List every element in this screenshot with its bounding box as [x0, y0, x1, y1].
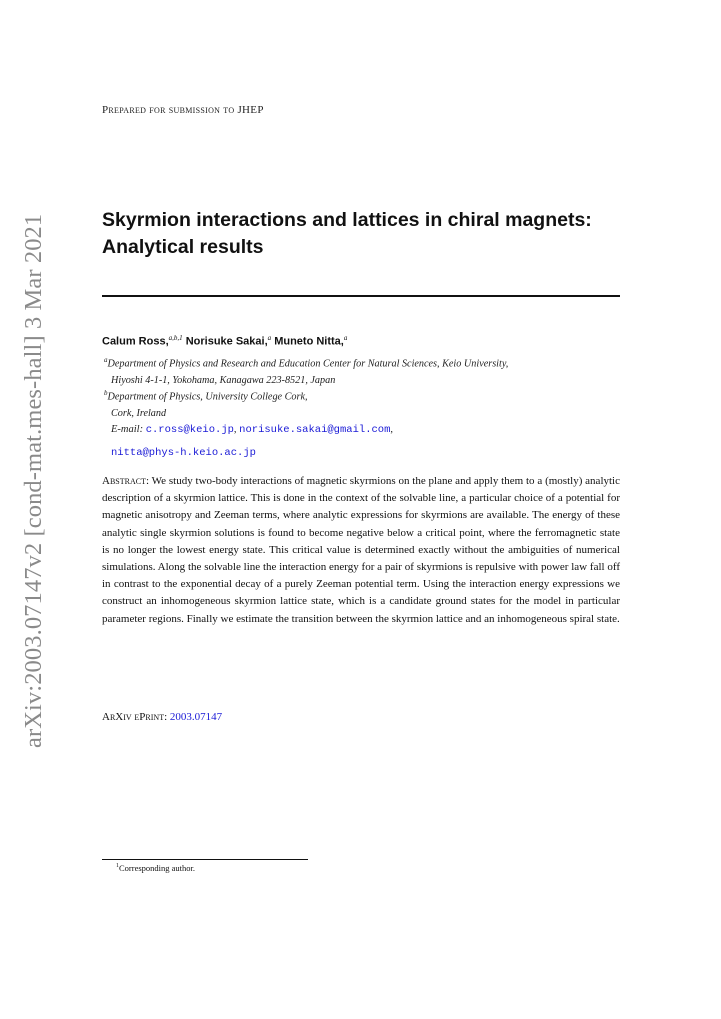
affiliation-a	[104, 352, 634, 389]
abstract-text: We study two-body interactions of magnetic skyrmions on the plane and apply them to a (mostly) analytic description of a skyrmion lattice. This is done in the context of the solvable line, a particular choice of a potential for magnetic anisotropy and Zeeman terms, where analytic expressions for skyrmions are available. The energy of these analytic single skyrmion solutions is found to become negative below a critical point, where the ferromagnetic state is no longer the lowest energy state. This critical value is determined exactly without the ambiguities of numerical simulations. Along the solvable line the interaction energy for a pair of skyrmions is repulsive with power law fall off in contrast to the exponential decay of a purely Zeeman potential term. Using the interaction energy expressions we construct an inhomogeneous skyrmion lattice state, which is a candidate ground states for the model in particular parameter regions. Finally we estimate the transition between the skyrmion lattice and an inhomogeneous spiral state.	[102, 475, 620, 625]
journal-note-text: Prepared for submission to JHEP	[102, 104, 264, 116]
eprint-link[interactable]: 2003.07147	[169, 711, 223, 723]
arxiv-eprint: ArXiv ePrint: 2003.07147	[102, 711, 223, 723]
author-list	[102, 334, 347, 348]
title-line-2: Analytical results	[102, 236, 264, 258]
author-mark: a,b,1	[168, 334, 183, 342]
author-name: Calum Ross,	[102, 335, 169, 348]
footnote	[116, 863, 195, 873]
affiliation-b	[104, 385, 634, 422]
title-rule	[102, 295, 620, 297]
author-name: Muneto Nitta,	[274, 335, 344, 348]
arxiv-stamp: arXiv:2003.07147v2 [cond-mat.mes-hall] 3 Mar 2021	[20, 213, 47, 748]
footnote-rule	[102, 859, 308, 860]
email-separator: ,	[233, 424, 240, 435]
email-label: E-mail:	[111, 424, 144, 435]
email-separator: ,	[390, 424, 394, 435]
author-mark: a	[343, 334, 348, 342]
abstract: Abstract: We study two-body interactions of magnetic skyrmions on the plane and apply them to a (mostly) analytic description of a skyrmion lattice. This is done in the context of the solvable line, a particular choice of a potential for magnetic anisotropy and Zeeman terms, where analytic expressions for skyrmions are available. The energy of these analytic single skyrmion solutions is found to become negative below a critical point, where the ferromagnetic state is no longer the lowest energy state. This critical value is determined exactly without the ambiguities of numerical simulations. Along the solvable line the interaction energy for a pair of skyrmions is repulsive with power law fall off in contrast to the exponential decay of a purely Zeeman potential term. Using the interaction energy expressions we construct an inhomogeneous skyrmion lattice state, which is a candidate ground states for the model in particular parameter regions. Finally we estimate the transition between the skyrmion lattice and an inhomogeneous spiral state.	[102, 475, 620, 625]
email-block	[111, 424, 393, 436]
affiliation-line: Department of Physics and Research and Education Center for Natural Sciences, Keio University,	[107, 358, 509, 370]
title-line-1: Skyrmion interactions and lattices in chiral magnets:	[102, 209, 592, 231]
affiliation-line: Cork, Ireland	[111, 407, 167, 419]
abstract-heading: Abstract	[102, 475, 146, 487]
affiliation-line: Department of Physics, University College Cork,	[107, 391, 308, 403]
email-block-cont	[111, 442, 256, 460]
email-link[interactable]: nitta@phys-h.keio.ac.jp	[111, 447, 256, 459]
email-link[interactable]: c.ross@keio.jp	[145, 424, 234, 436]
author-name: Norisuke Sakai,	[185, 335, 268, 348]
footnote-mark: 1	[116, 863, 119, 870]
affiliation-mark: b	[104, 389, 108, 397]
footnote-text: Corresponding author.	[119, 863, 196, 873]
email-link[interactable]: norisuke.sakai@gmail.com	[239, 424, 391, 436]
affiliation-line: Hiyoshi 4-1-1, Yokohama, Kanagawa 223-8521, Japan	[111, 374, 336, 386]
author-mark: a	[267, 334, 272, 342]
eprint-label: ArXiv ePrint	[102, 711, 165, 723]
journal-note	[102, 104, 264, 116]
paper-title	[102, 207, 642, 261]
affiliation-mark: a	[104, 356, 108, 364]
